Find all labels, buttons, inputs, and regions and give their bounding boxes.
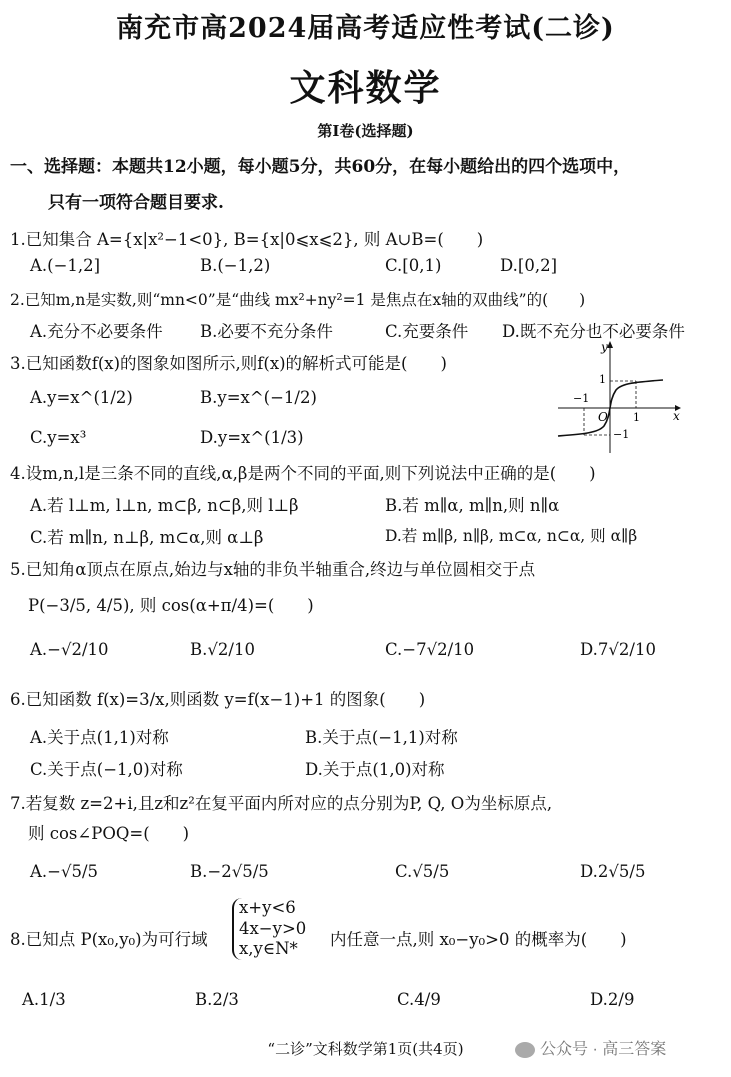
- q7-stem2: 则 cos∠POQ=( ): [28, 824, 190, 843]
- volume-heading: 第Ⅰ卷(选择题): [317, 122, 414, 140]
- q1-option-b: B.(−1,2): [200, 256, 271, 275]
- q4-option-a: A.若 l⊥m, l⊥n, m⊂β, n⊂β,则 l⊥β: [30, 496, 299, 515]
- section-instruction-line2: 只有一项符合题目要求.: [48, 193, 224, 213]
- wechat-icon: [515, 1042, 535, 1058]
- watermark: [515, 1036, 666, 1059]
- q1-option-d: D.[0,2]: [500, 256, 558, 275]
- q3-option-a: A.y=x^(1/2): [30, 388, 133, 407]
- page-footer: “二诊”文科数学第1页(共4页): [267, 1040, 464, 1058]
- section-instruction-line1: 一、选择题：本题共12小题，每小题5分，共60分，在每小题给出的四个选项中，: [10, 157, 631, 177]
- q8-stem-pre: 8.已知点 P(x₀,y₀)为可行域: [10, 930, 208, 949]
- q3-option-c: C.y=x³: [30, 428, 87, 447]
- q5-option-d: D.7√2/10: [580, 640, 656, 659]
- q2-option-d: D.既不充分也不必要条件: [502, 322, 685, 341]
- q7-option-c: C.√5/5: [395, 862, 450, 881]
- q1-stem: 1.已知集合 A={x|x²−1<0}, B={x|0⩽x⩽2}, 则 A∪B=( ): [10, 230, 484, 249]
- q2-option-b: B.必要不充分条件: [200, 322, 333, 341]
- q3-graph: [553, 338, 683, 458]
- q6-option-b: B.关于点(−1,1)对称: [305, 728, 458, 747]
- q8-constraint-2: 4x−y>0: [239, 918, 307, 938]
- q2-option-c: C.充要条件: [385, 322, 469, 341]
- q8-stem-post: 内任意一点,则 x₀−y₀>0 的概率为( ): [330, 930, 627, 949]
- q1-option-a: A.(−1,2]: [30, 256, 101, 275]
- q3-graph-ym1-label: −1: [613, 428, 630, 441]
- q3-option-d: D.y=x^(1/3): [200, 428, 304, 447]
- q5-option-c: C.−7√2/10: [385, 640, 475, 659]
- q3-graph-xm1-label: −1: [573, 392, 590, 405]
- q7-stem: 7.若复数 z=2+i,且z和z²在复平面内所对应的点分别为P, Q, O为坐标原点,: [10, 794, 553, 813]
- q5-option-b: B.√2/10: [190, 640, 255, 659]
- q4-stem: 4.设m,n,l是三条不同的直线,α,β是两个不同的平面,则下列说法中正确的是( ): [10, 464, 596, 483]
- exam-title: 南充市高2024届高考适应性考试(二诊): [116, 13, 615, 44]
- q4-option-b: B.若 m∥α, m∥n,则 n∥α: [385, 496, 560, 515]
- q7-option-d: D.2√5/5: [580, 862, 646, 881]
- q8-option-d: D.2/9: [590, 990, 635, 1009]
- q6-stem: 6.已知函数 f(x)=3/x,则函数 y=f(x−1)+1 的图象( ): [10, 690, 426, 709]
- q8-constraint-1: x+y<6: [239, 898, 296, 917]
- q2-stem: 2.已知m,n是实数,则“mn<0”是“曲线 mx²+ny²=1 是焦点在x轴的双曲线”的( ): [10, 291, 586, 309]
- q5-option-a: A.−√2/10: [30, 640, 109, 659]
- q8-option-c: C.4/9: [397, 990, 441, 1009]
- q3-graph-y1-label: 1: [599, 373, 606, 386]
- q3-stem: 3.已知函数f(x)的图象如图所示,则f(x)的解析式可能是( ): [10, 354, 447, 373]
- q8-constraint-3: x,y∈N*: [239, 939, 298, 959]
- subject-title: 文科数学: [289, 67, 442, 109]
- q7-option-a: A.−√5/5: [30, 862, 99, 881]
- q3-graph-x-label: x: [673, 409, 680, 423]
- q4-option-c: C.若 m∥n, n⊥β, m⊂α,则 α⊥β: [30, 528, 264, 547]
- q8-option-b: B.2/3: [195, 990, 239, 1009]
- q2-option-a: A.充分不必要条件: [30, 322, 163, 341]
- q4-option-d: D.若 m∥β, n∥β, m⊂α, n⊂α, 则 α∥β: [385, 527, 638, 545]
- q3-graph-x1-label: 1: [633, 411, 640, 424]
- q1-option-c: C.[0,1): [385, 256, 442, 275]
- q5-stem: 5.已知角α顶点在原点,始边与x轴的非负半轴重合,终边与单位圆相交于点: [10, 560, 536, 579]
- q6-option-a: A.关于点(1,1)对称: [30, 728, 169, 747]
- q8-constraint-system: [232, 898, 306, 960]
- q5-stem2: P(−3/5, 4/5), 则 cos(α+π/4)=( ): [28, 596, 314, 615]
- q8-option-a: A.1/3: [22, 990, 66, 1009]
- q3-graph-origin-label: O: [598, 410, 608, 424]
- q6-option-c: C.关于点(−1,0)对称: [30, 760, 183, 779]
- watermark-text: 公众号 · 高三答案: [540, 1041, 667, 1058]
- q3-option-b: B.y=x^(−1/2): [200, 388, 317, 407]
- q3-graph-y-arrow: [607, 341, 613, 348]
- q3-graph-y-label: y: [601, 340, 608, 354]
- q6-option-d: D.关于点(1,0)对称: [305, 760, 445, 779]
- q7-option-b: B.−2√5/5: [190, 862, 269, 881]
